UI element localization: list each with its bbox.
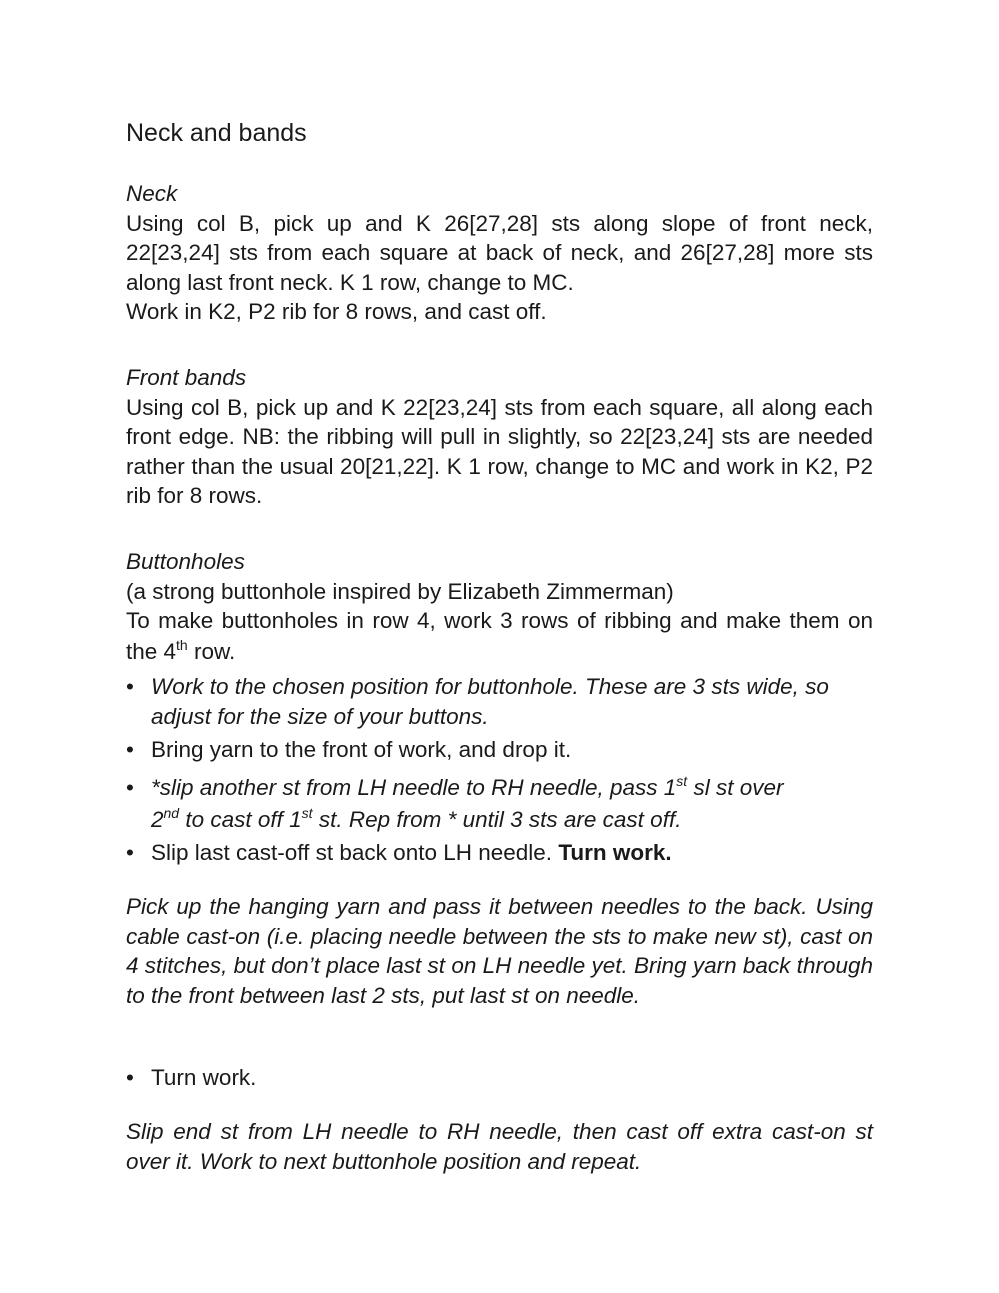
front-bands-heading: Front bands [126, 365, 247, 390]
bullet-text: Turn work. [151, 1065, 257, 1090]
bullet4-bold: Turn work. [558, 840, 672, 865]
page-title: Neck and bands [126, 119, 307, 147]
buttonholes-bullet-5 [126, 1063, 873, 1093]
slip-end-instructions [126, 1117, 873, 1176]
bullet3-part-e: st. Rep from * until 3 sts are cast off. [312, 807, 682, 832]
bullet-icon: • [126, 674, 134, 699]
neck-heading: Neck [126, 181, 178, 206]
buttonholes-section [126, 547, 873, 667]
bullet-icon: • [126, 840, 134, 865]
buttonholes-note: (a strong buttonhole inspired by Elizabeth Zimmerman) [126, 578, 674, 604]
bullet3-part-a: *slip another st from LH needle to RH needle, pass 1 [151, 775, 677, 800]
list-item [126, 672, 873, 731]
bullet4-part-a: Slip last cast-off st back onto LH needle. [151, 840, 559, 865]
intro-text-b: row. [187, 638, 236, 664]
bullet-text: Bring yarn to the front of work, and drop it. [151, 737, 572, 762]
bullet3-superscript-2: nd [163, 805, 180, 821]
slip-end-text: Slip end st from LH needle to RH needle, then cast off extra cast-on st over it. Work to next buttonhole position and repeat. [126, 1119, 873, 1174]
bullet3-superscript-3: st [301, 805, 313, 821]
bullet3-superscript-1: st [676, 773, 688, 789]
buttonholes-heading: Buttonholes [126, 549, 245, 574]
front-bands-section [126, 363, 873, 511]
bullet-icon: • [126, 775, 134, 800]
intro-text-a: To make buttonholes in row 4, work 3 rows of ribbing and make them on the 4 [126, 608, 873, 664]
list-item [126, 1063, 873, 1093]
bullet3-part-d: to cast off 1 [179, 807, 302, 832]
intro-superscript: th [176, 636, 188, 653]
neck-instructions: Using col B, pick up and K 26[27,28] sts along slope of front neck, 22[23,24] sts from each square at back of neck, and 26[27,28] more sts along last front neck. K 1 row, change to MC. [126, 210, 873, 295]
bullet-text [151, 840, 672, 865]
buttonholes-intro [126, 606, 873, 667]
bullet3-part-b: sl st over [687, 775, 784, 800]
bullet-icon: • [126, 1065, 134, 1090]
bullet-text [151, 775, 783, 832]
neck-section [126, 179, 873, 327]
neck-rib-instructions: Work in K2, P2 rib for 8 rows, and cast off. [126, 299, 547, 324]
list-item [126, 772, 873, 836]
bullet3-part-c: 2 [151, 807, 164, 832]
list-item [126, 838, 873, 868]
buttonholes-bullet-4 [126, 838, 873, 868]
buttonholes-bullet-2 [126, 735, 873, 765]
pick-up-text: Pick up the hanging yarn and pass it between needles to the back. Using cable cast-on (i.e. placing needle between the sts to make new st), cast on 4 stitches, but don’t place last st on LH needle yet. Bring yarn back through to the front between last 2 sts, put last st on needle. [126, 894, 873, 1008]
bullet-icon: • [126, 737, 134, 762]
list-item [126, 735, 873, 765]
bullet-text: Work to the chosen position for buttonhole. These are 3 sts wide, so adjust for the size of your buttons. [151, 674, 829, 729]
pick-up-instructions [126, 892, 873, 1010]
buttonholes-bullets [126, 672, 873, 731]
front-bands-instructions: Using col B, pick up and K 22[23,24] sts from each square, all along each front edge. NB: the ribbing will pull in slightly, so 22[23,24] sts are needed rather than the usual 20[21,22]. K 1 row, change to MC and work in K2, P2 rib for 8 rows. [126, 394, 873, 508]
buttonholes-bullet-3 [126, 772, 873, 836]
